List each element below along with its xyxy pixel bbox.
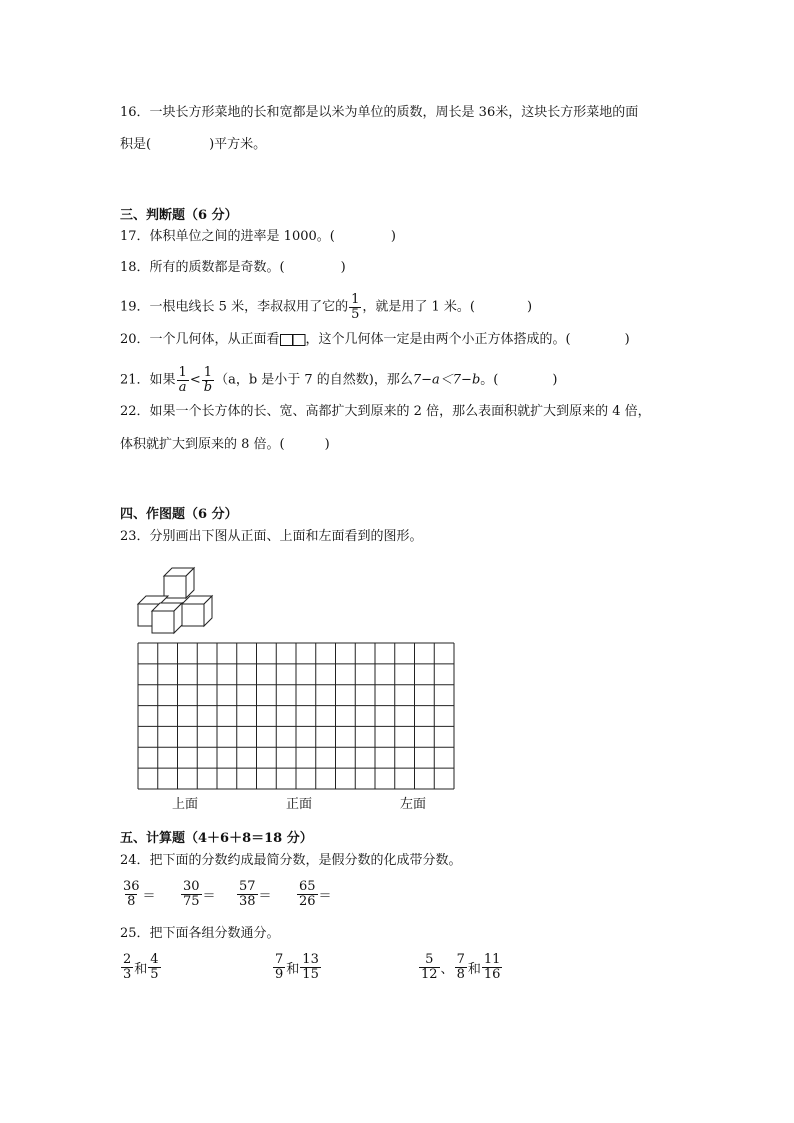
cube-stack-figure [134, 564, 224, 636]
fraction [297, 880, 318, 908]
denominator: b [203, 379, 213, 395]
section-4-title: 四、作图题（6 分） [120, 507, 238, 522]
close-paren: ) [324, 437, 330, 452]
equals-sign: ＝ [258, 888, 272, 904]
numerator: 30 [183, 879, 200, 894]
denominator: 75 [183, 893, 200, 909]
q16-line1: 16．一块长方形菜地的长和宽都是以米为单位的质数，周长是 36米，这块长方形菜地的面 [120, 105, 639, 120]
q25-group-2 [272, 953, 322, 981]
fraction [148, 953, 160, 981]
denominator: 16 [483, 966, 501, 982]
q20-text-pre: 20．一个几何体，从正面看 [120, 332, 280, 347]
q19-text-pre: 19．一根电线长 5 米，李叔叔用了它的 [120, 299, 349, 315]
q19-text-post: ，就是用了 1 米。( [362, 299, 475, 315]
numerator: 57 [239, 879, 256, 894]
q20 [120, 330, 630, 350]
fraction [419, 953, 440, 981]
section-3-title: 三、判断题（6 分） [120, 208, 238, 223]
q18 [120, 258, 346, 278]
fraction [300, 953, 321, 981]
and-word: 和 [467, 961, 481, 977]
denominator: 38 [239, 893, 256, 909]
close-paren: ) [340, 260, 346, 275]
drawing-grid[interactable] [137, 642, 457, 792]
denominator: 8 [127, 893, 136, 909]
numerator: 5 [425, 952, 434, 967]
q24-item-2 [180, 880, 216, 908]
denominator: 15 [302, 966, 319, 982]
fraction [237, 880, 258, 908]
fraction [181, 880, 202, 908]
q16-line2 [120, 135, 266, 155]
denominator: 3 [123, 966, 132, 982]
q22-line1: 22．如果一个长方体的长、宽、高都扩大到原来的 2 倍，那么表面积就扩大到原来的 4 倍， [120, 404, 651, 419]
q24-item-4 [296, 880, 332, 908]
fraction [121, 880, 142, 908]
less-than: < [189, 372, 201, 388]
q16-text-pre: 积是( [120, 137, 152, 152]
equals-sign: ＝ [318, 888, 332, 904]
denominator: 8 [456, 966, 465, 982]
numerator: 7 [275, 952, 284, 967]
separator: 、 [440, 961, 454, 977]
equals-sign: ＝ [142, 888, 156, 904]
denominator: 5 [150, 966, 159, 982]
fraction [349, 293, 361, 321]
q20-text-post: ，这个几何体一定是由两个小正方体搭成的。( [305, 332, 571, 347]
q23: 23．分别画出下图从正面、上面和左面看到的图形。 [120, 529, 423, 544]
denominator: a [178, 379, 187, 395]
and-word: 和 [134, 961, 148, 977]
denominator: 26 [299, 893, 316, 909]
q22-line2 [120, 435, 330, 455]
q21-text-pre: 21．如果 [120, 372, 176, 388]
two-squares-icon [280, 334, 306, 346]
q21 [120, 366, 557, 394]
q24: 24．把下面的分数约成最简分数，是假分数的化成带分数。 [120, 853, 462, 868]
q25-group-1 [120, 953, 162, 981]
fraction [177, 366, 189, 394]
numerator: 7 [456, 952, 465, 967]
close-paren: ) [526, 299, 533, 315]
numerator: 2 [123, 952, 132, 967]
equals-sign: ＝ [202, 888, 216, 904]
q24-item-3 [236, 880, 272, 908]
close-paren: ) [390, 229, 396, 244]
denominator: 5 [351, 306, 360, 322]
q17 [120, 227, 396, 247]
numerator: 11 [483, 952, 501, 967]
numerator: 4 [150, 952, 159, 967]
numerator: 36 [123, 879, 140, 894]
close-paren: ) [624, 332, 630, 347]
numerator: 1 [178, 365, 187, 380]
label-top-view: 上面 [172, 797, 199, 812]
denominator: 9 [275, 966, 284, 982]
numerator: 13 [302, 952, 319, 967]
label-left-view: 左面 [400, 797, 427, 812]
fraction [273, 953, 285, 981]
close-paren: ) [552, 372, 558, 388]
numerator: 65 [299, 879, 316, 894]
q17-text: 17．体积单位之间的进率是 1000。( [120, 229, 335, 244]
q24-item-1 [120, 880, 156, 908]
fraction [202, 366, 214, 394]
and-word: 和 [286, 961, 300, 977]
denominator: 12 [421, 966, 438, 982]
q22-text: 体积就扩大到原来的 8 倍。( [120, 437, 285, 452]
q19 [120, 293, 532, 321]
fraction [121, 953, 133, 981]
q25: 25．把下面各组分数通分。 [120, 926, 280, 941]
fraction [455, 953, 467, 981]
q16-text-post: )平方米。 [209, 137, 267, 152]
label-front-view: 正面 [286, 797, 313, 812]
q18-text: 18．所有的质数都是奇数。( [120, 260, 285, 275]
q21-text-post: 。( [480, 372, 499, 388]
numerator: 1 [203, 365, 213, 380]
q21-expression: 7−a＜7−b [412, 372, 481, 388]
section-5-title: 五、计算题（4＋6＋8＝18 分） [120, 831, 313, 846]
fraction [482, 953, 503, 981]
q21-text-mid: （a，b 是小于 7 的自然数)，那么 [215, 372, 413, 388]
numerator: 1 [351, 292, 360, 307]
q25-group-3 [418, 953, 503, 981]
